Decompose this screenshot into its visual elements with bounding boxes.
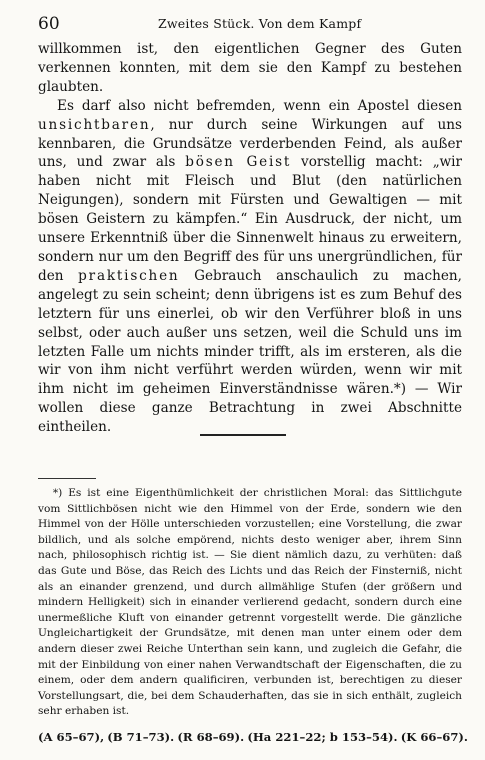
footnote-rule [38,478,96,479]
paragraph-1: willkommen ist, den eigentlichen Gegner des Guten verkennen konnten, mit dem sie den Kampf zu bestehen glaubten. [38,41,462,95]
reference-b: (B 71–73). [107,730,175,744]
text-run: , nur durch seine Wirkungen auf uns kennbaren, die Grundsätze verderbenden Feind, als außer uns, und zwar als [38,116,462,171]
section-divider [200,434,286,436]
reference-ha: (Ha 221–22; b 153–54). [247,730,398,744]
reference-a: (A 65–67), [38,730,105,744]
footnote-text: *) Es ist eine Eigenthümlichkeit der christlichen Moral: das Sittlichgute vom Sittlichbösen nicht wie den Himmel von der Erde, sondern wie den Himmel von der Hölle unterschieden vorzustellen; eine Vorstellung, die zwar bildlich, und als solche empörend, nichts desto weniger aber, ihrem Sinn nach, philosophisch richtig ist. — Sie dient nämlich dazu, zu verhüten: daß das Gute und Böse, das Reich des Lichts und das Reich der Finsterniß, nicht als an einander grenzend, und durch allmählige Stufen (der größern und mindern Helligkeit) sich in einander verlierend gedacht, sondern durch eine unermeßliche Kluft von einander getrennt vorgestellt werde. Die gänzliche Ungleichartigkeit der Grundsätze, mit denen man unter einem oder dem andern dieser zwei Reiche Unterthan sein kann, und zugleich die Gefahr, die mit der Einbildung von einer nahen Verwandtschaft der Eigenschaften, die zu einem, oder dem andern qualificiren, verbunden ist, berechtigen zu dieser Vorstellungsart, die, bei dem Schauderhaften, das sie in sich enthält, zugleich sehr erhaben ist. [38,487,462,718]
reference-k: (K 66–67). [400,730,468,744]
text-run: Es darf also nicht befremden, wenn ein Apostel diesen [57,97,462,114]
main-text [38,40,462,437]
text-run: Gebrauch anschaulich zu machen, angelegt zu sein scheint; denn übrigens ist es zum Behuf des letztern für uns einerlei, ob wir den Verführer bloß in uns selbst, oder auch außer uns setzen, weil die Schuld uns im letzten Falle um nichts minder trifft, als im ersteren, als die wir von ihm nicht verführt werden würden, wenn wir mit ihm nicht im geheimen Einverständnisse wären.*) — Wir wollen diese ganze Betrachtung in zwei Abschnitte eintheilen. [38,267,462,436]
page-number: 60 [38,14,60,34]
paragraph-2 [38,97,462,437]
emphasis-boesen-geist: bösen Geist [185,154,292,171]
page-header [38,14,458,36]
running-head: Zweites Stück. Von dem Kampf [158,16,362,31]
emphasis-praktischen: praktischen [78,267,180,284]
emphasis-unsichtbaren: unsichtbaren [38,116,151,133]
reference-r: (R 68–69). [177,730,245,744]
edition-references [38,730,468,746]
footnote [38,486,462,720]
text-run: vorstellig macht: „wir haben nicht mit Fleisch und Blut (den natürlichen Neigungen), sondern mit Fürsten und Gewaltigen — mit bösen Geistern zu kämpfen.“ Ein Ausdruck, der nicht, um unsere Erkenntniß über die Sinnenwelt hinaus zu erweitern, sondern nur um den Begriff des für uns unergründlichen, für den [38,154,462,284]
